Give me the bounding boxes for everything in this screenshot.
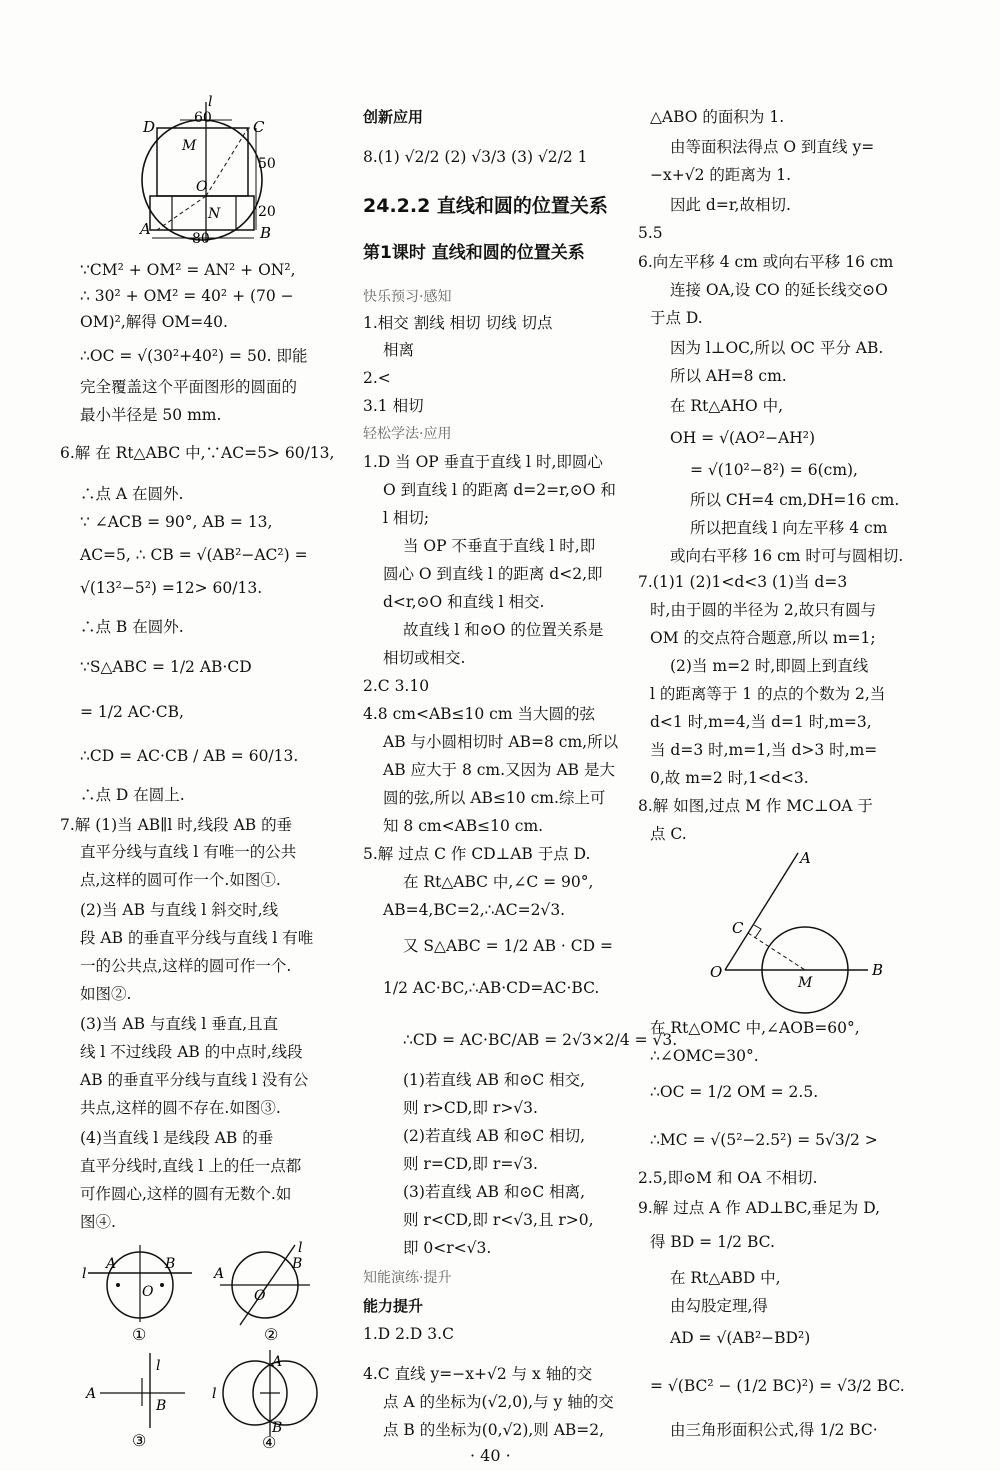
figure-small-4 (210, 1348, 330, 1453)
fig-small-3-A: A (86, 1386, 97, 1402)
fig1-label-N: N (208, 206, 221, 222)
fig1-label-h50: 50 (258, 156, 276, 172)
text-line: 因此 d=r,故相切. (670, 196, 791, 214)
fig-small-1-num: ① (132, 1325, 147, 1344)
text-line: 或向右平移 16 cm 时可与圆相切. (670, 547, 904, 565)
text-line: 4.8 cm<AB≤10 cm 当大圆的弦 (363, 705, 595, 723)
page-number: · 40 · (470, 1446, 511, 1465)
text-line: ∴OC = 1/2 OM = 2.5. (650, 1083, 819, 1101)
text-line: OM 的交点符合题意,所以 m=1; (650, 629, 876, 647)
fig1-label-D: D (143, 118, 156, 136)
fig1-label-w60: 60 (194, 110, 212, 126)
figure-circle-rectangle (60, 92, 340, 252)
text-line: 圆心 O 到直线 l 的距离 d<2,即 (383, 565, 603, 583)
fig2-label-A: A (800, 849, 811, 867)
text-line: 所以把直线 l 向左平移 4 cm (690, 519, 888, 537)
section-tag: 轻松学法·应用 (363, 426, 452, 442)
text-line: 点 B 的坐标为(0,√2),则 AB=2, (383, 1421, 605, 1439)
text-line: l 的距离等于 1 的点的个数为 2,当 (650, 685, 886, 703)
text-line: 相切或相交. (383, 649, 466, 667)
chapter-title: 24.2.2 直线和圆的位置关系 (363, 195, 608, 217)
text-line: 一的公共点,这样的圆可作一个. (80, 957, 292, 975)
text-line: OH = √(AO²−AH²) (670, 429, 816, 447)
text-line: 段 AB 的垂直平分线与直线 l 有唯 (80, 929, 314, 947)
text-line: −x+√2 的距离为 1. (650, 166, 792, 184)
text-line: ∴CD = AC·CB / AB = 60/13. (80, 747, 299, 765)
text-line: 9.解 过点 A 作 AD⊥BC,垂足为 D, (638, 1199, 881, 1217)
lesson-title: 第1课时 直线和圆的位置关系 (363, 243, 585, 263)
text-line: ∴MC = √(5²−2.5²) = 5√3/2 > (650, 1131, 878, 1149)
text-line: 又 S△ABC = 1/2 AB · CD = (403, 937, 613, 955)
text-line: 知 8 cm<AB≤10 cm. (383, 817, 544, 835)
text-line: √(13²−5²) =12> 60/13. (80, 579, 263, 597)
fig1-label-B: B (260, 224, 272, 242)
text-line: 可作圆心,这样的圆有无数个.如 (80, 1185, 292, 1203)
text-line: ∴ 30² + OM² = 40² + (70 − (80, 287, 294, 305)
text-line: ∵CM² + OM² = AN² + ON², (80, 261, 296, 279)
text-line: AB=4,BC=2,∴AC=2√3. (383, 901, 566, 919)
fig-small-4-A: A (272, 1354, 283, 1370)
text-line: AB 与小圆相切时 AB=8 cm,所以 (383, 733, 619, 751)
text-line: 当 OP 不垂直于直线 l 时,即 (403, 537, 596, 555)
text-line: 最小半径是 50 mm. (80, 406, 222, 424)
fig-small-2-l: l (298, 1240, 303, 1256)
fig-small-2-O: O (254, 1288, 266, 1304)
text-line: 由勾股定理,得 (670, 1297, 768, 1315)
fig-small-4-num: ④ (262, 1433, 277, 1452)
fig1-label-l: l (208, 94, 213, 110)
text-line: 点 A 的坐标为(√2,0),与 y 轴的交 (383, 1393, 614, 1411)
text-line: 点,这样的圆可作一个.如图①. (80, 871, 281, 889)
text-line: 直平分线时,直线 l 上的任一点都 (80, 1157, 302, 1175)
fig2-label-C: C (732, 919, 744, 937)
text-line: (2)当 m=2 时,即圆上到直线 (670, 657, 869, 675)
text-line: AB 的垂直平分线与直线 l 没有公 (80, 1071, 309, 1089)
text-line: d<1 时,m=4,当 d=1 时,m=3, (650, 713, 872, 731)
text-line: ∴点 D 在圆上. (80, 786, 185, 804)
figure-small-1 (80, 1240, 200, 1345)
fig-small-4-l: l (212, 1386, 217, 1402)
text-line: ∴∠OMC=30°. (650, 1047, 759, 1065)
text-line: ∴OC = √(30²+40²) = 50. 即能 (80, 347, 308, 365)
text-line: = √(BC² − (1/2 BC)²) = √3/2 BC. (650, 1377, 905, 1395)
fig-small-1-O: O (142, 1284, 154, 1300)
text-line: 完全覆盖这个平面图形的圆面的 (80, 378, 298, 396)
text-line: 则 r=CD,即 r=√3. (403, 1155, 538, 1173)
text-line: △ABO 的面积为 1. (650, 108, 785, 126)
text-line: l 相切; (383, 509, 430, 527)
text-line: 点 C. (650, 825, 687, 843)
text-line: 在 Rt△ABC 中,∠C = 90°, (403, 873, 594, 891)
text-line: 0,故 m=2 时,1<d<3. (650, 769, 809, 787)
fig-small-4-B: B (272, 1420, 283, 1436)
text-line: 即 0<r<√3. (403, 1239, 492, 1257)
fig1-label-M: M (182, 138, 197, 154)
section-heading: 能力提升 (363, 1297, 424, 1315)
text-line: 6.向左平移 4 cm 或向右平移 16 cm (638, 253, 894, 271)
text-line: ∵ ∠ACB = 90°, AB = 13, (80, 513, 273, 531)
text-line: ∵S△ABC = 1/2 AB·CD (80, 658, 252, 676)
figure-angle-circle (710, 845, 970, 1020)
text-line: 4.C 直线 y=−x+√2 与 x 轴的交 (363, 1365, 593, 1383)
fig1-label-w80: 80 (192, 231, 210, 247)
text-line: 则 r<CD,即 r<√3,且 r>0, (403, 1211, 594, 1229)
text-line: AC=5, ∴ CB = √(AB²−AC²) = (80, 546, 308, 564)
text-line: 当 d=3 时,m=1,当 d>3 时,m= (650, 741, 878, 759)
text-line: 2.5,即⊙M 和 OA 不相切. (638, 1169, 818, 1187)
text-line: (3)当 AB 与直线 l 垂直,且直 (80, 1015, 279, 1033)
text-line: 在 Rt△OMC 中,∠AOB=60°, (650, 1019, 860, 1037)
fig1-label-h20: 20 (258, 204, 276, 220)
text-line: 5.5 (638, 224, 663, 242)
text-line: 于点 D. (650, 309, 703, 327)
text-line: AD = √(AB²−BD²) (670, 1329, 811, 1347)
text-line: 图④. (80, 1213, 116, 1231)
text-line: 如图②. (80, 985, 132, 1003)
section-tag: 快乐预习·感知 (363, 289, 452, 305)
text-line: 在 Rt△ABD 中, (670, 1269, 781, 1287)
text-line: 则 r>CD,即 r>√3. (403, 1099, 538, 1117)
fig2-label-M: M (798, 975, 813, 991)
fig-small-2-A: A (214, 1266, 225, 1282)
text-line: 7.解 (1)当 AB∥l 时,线段 AB 的垂 (60, 816, 293, 834)
text-line: (2)当 AB 与直线 l 斜交时,线 (80, 901, 279, 919)
text-line: (4)当直线 l 是线段 AB 的垂 (80, 1129, 274, 1147)
fig-small-2-num: ② (264, 1325, 279, 1344)
section-tag: 知能演练·提升 (363, 1270, 452, 1286)
text-line: 由等面积法得点 O 到直线 y= (670, 138, 875, 156)
text-line: ∴点 B 在圆外. (80, 618, 184, 636)
text-line: ∴点 A 在圆外. (80, 485, 184, 503)
text-line: AB 应大于 8 cm.又因为 AB 是大 (383, 761, 615, 779)
text-line: 所以 AH=8 cm. (670, 367, 787, 385)
text-line: 直平分线与直线 l 有唯一的公共 (80, 843, 297, 861)
fig-small-1-l: l (82, 1266, 87, 1282)
fig-small-1-A: A (106, 1256, 117, 1272)
text-line: = 1/2 AC·CB, (80, 703, 184, 721)
text-line: 1.D 2.D 3.C (363, 1325, 454, 1343)
text-line: 时,由于圆的半径为 2,故只有圆与 (650, 601, 877, 619)
text-line: 8.(1) √2/2 (2) √3/3 (3) √2/2 1 (363, 148, 588, 166)
text-line: 1.相交 割线 相切 切线 切点 (363, 314, 553, 332)
text-line: d<r,⊙O 和直线 l 相交. (383, 593, 545, 611)
fig2-label-B: B (872, 961, 884, 979)
text-line: 在 Rt△AHO 中, (670, 397, 784, 415)
text-line: 故直线 l 和⊙O 的位置关系是 (403, 621, 604, 639)
text-line: 5.解 过点 C 作 CD⊥AB 于点 D. (363, 845, 591, 863)
fig-small-1-B: B (165, 1256, 176, 1272)
text-line: 2.< (363, 369, 391, 387)
text-line: = √(10²−8²) = 6(cm), (690, 461, 858, 479)
section-heading: 创新应用 (363, 108, 424, 126)
figure-small-2 (210, 1240, 330, 1345)
text-line: (3)若直线 AB 和⊙C 相离, (403, 1183, 586, 1201)
text-line: 2.C 3.10 (363, 677, 430, 695)
fig1-label-A: A (140, 220, 151, 238)
fig2-label-O: O (710, 963, 723, 981)
fig-small-3-l: l (156, 1358, 161, 1374)
text-line: 得 BD = 1/2 BC. (650, 1233, 775, 1251)
text-line: (2)若直线 AB 和⊙C 相切, (403, 1127, 586, 1145)
text-line: 线 l 不过线段 AB 的中点时,线段 (80, 1043, 303, 1061)
fig1-label-C: C (253, 118, 265, 136)
fig-small-3-B: B (156, 1398, 167, 1414)
text-line: 7.(1)1 (2)1<d<3 (1)当 d=3 (638, 573, 848, 591)
text-line: O 到直线 l 的距离 d=2=r,⊙O 和 (383, 481, 616, 499)
fig-small-3-num: ③ (132, 1431, 147, 1450)
text-line: 8.解 如图,过点 M 作 MC⊥OA 于 (638, 797, 873, 815)
text-line: 3.1 相切 (363, 397, 424, 415)
text-line: 1.D 当 OP 垂直于直线 l 时,即圆心 (363, 453, 603, 471)
text-line: 由三角形面积公式,得 1/2 BC· (670, 1421, 878, 1439)
text-line: OM)²,解得 OM=40. (80, 313, 228, 331)
text-line: 共点,这样的圆不存在.如图③. (80, 1099, 281, 1117)
text-line: 6.解 在 Rt△ABC 中,∵AC=5> 60/13, (60, 444, 335, 462)
text-line: 1/2 AC·BC,∴AB·CD=AC·BC. (383, 979, 600, 997)
text-line: (1)若直线 AB 和⊙C 相交, (403, 1071, 586, 1089)
text-line: ∴CD = AC·BC/AB = 2√3×2/4 = √3. (403, 1031, 678, 1049)
text-line: 圆的弦,所以 AB≤10 cm.综上可 (383, 789, 606, 807)
text-line: 所以 CH=4 cm,DH=16 cm. (690, 491, 900, 509)
fig1-label-O: O (196, 179, 208, 195)
figure-small-3 (80, 1348, 200, 1453)
fig-small-2-B: B (292, 1256, 303, 1272)
text-line: 相离 (383, 341, 415, 359)
text-line: 连接 OA,设 CO 的延长线交⊙O (670, 281, 888, 299)
text-line: 因为 l⊥OC,所以 OC 平分 AB. (670, 339, 884, 357)
